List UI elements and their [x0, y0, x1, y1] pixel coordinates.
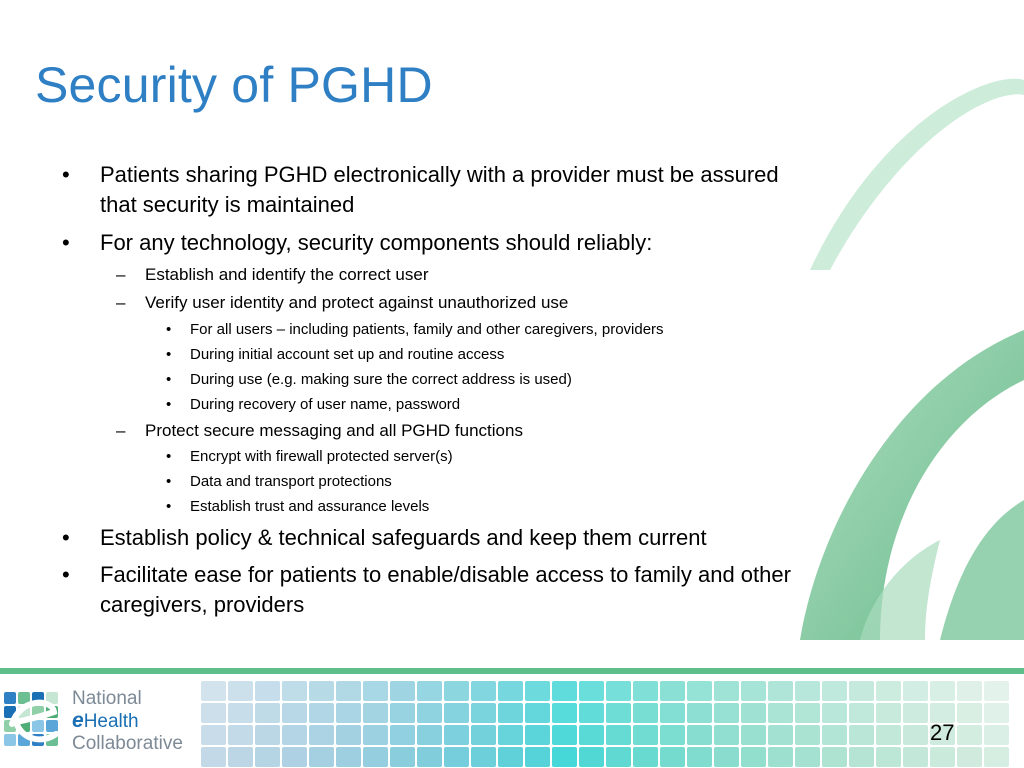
mosaic-tile — [471, 681, 496, 701]
mosaic-tile — [633, 703, 658, 723]
mosaic-tile — [228, 725, 253, 745]
mosaic-tile — [201, 681, 226, 701]
mosaic-tile — [822, 747, 847, 767]
mosaic-tile — [768, 703, 793, 723]
mosaic-tile — [498, 747, 523, 767]
mosaic-tile — [741, 747, 766, 767]
mosaic-tile — [552, 747, 577, 767]
mosaic-tile — [336, 747, 361, 767]
sub-bullet-item — [116, 292, 816, 314]
sub-sub-bullet-item — [166, 497, 816, 517]
mosaic-tile — [255, 725, 280, 745]
dash-marker: – — [116, 421, 126, 440]
slide-title: Security of PGHD — [35, 57, 433, 113]
mosaic-tile — [849, 681, 874, 701]
mosaic-tile — [633, 725, 658, 745]
mosaic-tile — [228, 703, 253, 723]
bullet-marker: • — [166, 346, 172, 363]
mosaic-tile — [201, 747, 226, 767]
sub-sub-bullet-text: During initial account set up and routine access — [190, 346, 505, 363]
mosaic-tile — [309, 725, 334, 745]
mosaic-tile — [876, 725, 901, 745]
bullet-item — [62, 160, 822, 222]
mosaic-tile — [579, 681, 604, 701]
mosaic-tile — [363, 747, 388, 767]
bullet-marker: • — [62, 162, 70, 187]
mosaic-tile — [579, 703, 604, 723]
sub-sub-bullet-item — [166, 320, 816, 340]
sub-bullet-text: Establish and identify the correct user — [145, 265, 429, 284]
mosaic-tile — [498, 725, 523, 745]
mosaic-tile — [444, 747, 469, 767]
mosaic-tile — [606, 747, 631, 767]
mosaic-tile — [579, 725, 604, 745]
mosaic-tile — [849, 703, 874, 723]
dash-marker: – — [116, 293, 126, 312]
mosaic-tile — [849, 747, 874, 767]
mosaic-tile — [579, 747, 604, 767]
mosaic-tile — [336, 725, 361, 745]
mosaic-tile — [282, 703, 307, 723]
mosaic-tile — [687, 703, 712, 723]
sub-sub-bullet-item — [166, 395, 816, 415]
mosaic-tile — [741, 681, 766, 701]
bullet-marker: • — [166, 498, 172, 515]
mosaic-tile — [417, 725, 442, 745]
mosaic-tile — [822, 725, 847, 745]
mosaic-tile — [282, 681, 307, 701]
mosaic-tile — [552, 725, 577, 745]
mosaic-tile — [795, 681, 820, 701]
mosaic-tile — [795, 703, 820, 723]
mosaic-tile — [903, 725, 928, 745]
sub-bullet-text: Protect secure messaging and all PGHD functions — [145, 421, 523, 440]
mosaic-tile — [606, 725, 631, 745]
mosaic-tile — [417, 703, 442, 723]
mosaic-tile — [606, 703, 631, 723]
bullet-marker: • — [166, 448, 172, 465]
sub-bullet-item — [116, 420, 816, 442]
mosaic-tile — [768, 725, 793, 745]
bullet-item — [62, 228, 822, 258]
mosaic-tile — [228, 747, 253, 767]
mosaic-tile — [849, 725, 874, 745]
mosaic-tile — [822, 703, 847, 723]
mosaic-tile — [876, 703, 901, 723]
logo-e-letter: e — [72, 709, 84, 732]
mosaic-tile — [606, 681, 631, 701]
mosaic-tile — [282, 725, 307, 745]
footer-divider-bar — [0, 668, 1024, 674]
mosaic-tile — [444, 725, 469, 745]
mosaic-tile — [957, 681, 982, 701]
mosaic-tile — [660, 703, 685, 723]
logo-tile — [4, 734, 16, 746]
bullet-marker: • — [62, 562, 70, 587]
mosaic-tile — [687, 681, 712, 701]
mosaic-tile — [903, 703, 928, 723]
sub-sub-bullet-text: During use (e.g. making sure the correct address is used) — [190, 371, 572, 388]
logo-tile — [4, 692, 16, 704]
mosaic-tile — [714, 703, 739, 723]
mosaic-tile — [660, 725, 685, 745]
mosaic-tile — [984, 681, 1009, 701]
mosaic-tile — [255, 747, 280, 767]
mosaic-tile — [228, 681, 253, 701]
logo-line-ehealth — [72, 710, 183, 733]
mosaic-tile — [957, 725, 982, 745]
mosaic-tile — [525, 725, 550, 745]
sub-sub-bullet-text: Data and transport protections — [190, 473, 392, 490]
mosaic-tile — [633, 681, 658, 701]
mosaic-tile — [552, 681, 577, 701]
sub-sub-bullet-text: During recovery of user name, password — [190, 396, 461, 413]
mosaic-tile — [309, 703, 334, 723]
mosaic-tile — [417, 747, 442, 767]
bullet-marker: • — [166, 371, 172, 388]
mosaic-tile — [714, 747, 739, 767]
bullet-item — [62, 523, 822, 553]
mosaic-tile — [363, 681, 388, 701]
mosaic-tile — [903, 747, 928, 767]
mosaic-tile — [552, 703, 577, 723]
bullet-text: Patients sharing PGHD electronically with a provider must be assured that security is maintained — [100, 162, 779, 217]
bullet-marker: • — [166, 396, 172, 413]
mosaic-tile — [822, 681, 847, 701]
sub-sub-bullet-item — [166, 345, 816, 365]
organization-logo-text — [72, 688, 183, 755]
sub-sub-bullet-text: Encrypt with firewall protected server(s) — [190, 448, 453, 465]
mosaic-tile — [390, 725, 415, 745]
mosaic-tile — [255, 703, 280, 723]
dash-marker: – — [116, 265, 126, 284]
mosaic-tile — [471, 703, 496, 723]
mosaic-tile — [741, 703, 766, 723]
mosaic-tile — [471, 747, 496, 767]
mosaic-tile — [957, 703, 982, 723]
mosaic-tile — [876, 681, 901, 701]
mosaic-tile — [201, 725, 226, 745]
mosaic-tile — [390, 703, 415, 723]
bullet-marker: • — [166, 321, 172, 338]
sub-sub-bullet-text: For all users – including patients, family and other caregivers, providers — [190, 321, 664, 338]
mosaic-tile — [741, 725, 766, 745]
mosaic-tile — [930, 747, 955, 767]
mosaic-tile — [417, 681, 442, 701]
mosaic-tile — [444, 703, 469, 723]
bullet-marker: • — [166, 473, 172, 490]
mosaic-tile — [525, 681, 550, 701]
sub-bullet-text: Verify user identity and protect against unauthorized use — [145, 293, 569, 312]
mosaic-tile — [336, 681, 361, 701]
mosaic-tile — [471, 725, 496, 745]
mosaic-tile — [984, 725, 1009, 745]
mosaic-tile — [309, 747, 334, 767]
sub-sub-bullet-text: Establish trust and assurance levels — [190, 498, 430, 515]
mosaic-tile — [660, 681, 685, 701]
page-number: 27 — [930, 720, 955, 745]
mosaic-tile — [957, 747, 982, 767]
sub-sub-bullet-item — [166, 472, 816, 492]
logo-tile — [32, 720, 44, 732]
mosaic-tile — [633, 747, 658, 767]
mosaic-tile — [444, 681, 469, 701]
mosaic-tile — [876, 747, 901, 767]
bullet-text: Facilitate ease for patients to enable/disable access to family and other caregivers, providers — [100, 562, 791, 617]
mosaic-tile — [930, 681, 955, 701]
mosaic-tile — [390, 681, 415, 701]
mosaic-tile — [714, 725, 739, 745]
mosaic-tile — [255, 681, 280, 701]
sub-sub-bullet-item — [166, 447, 816, 467]
bullet-item — [62, 560, 822, 622]
mosaic-tile — [984, 703, 1009, 723]
bullet-marker: • — [62, 525, 70, 550]
mosaic-tile — [903, 681, 928, 701]
mosaic-tile — [363, 725, 388, 745]
bullet-marker: • — [62, 230, 70, 255]
mosaic-tile — [660, 747, 685, 767]
ehealth-logo-icon — [2, 690, 62, 750]
bullet-text: Establish policy & technical safeguards and keep them current — [100, 525, 707, 550]
mosaic-tile — [498, 681, 523, 701]
mosaic-tile — [525, 703, 550, 723]
mosaic-tile — [687, 725, 712, 745]
mosaic-tile — [687, 747, 712, 767]
mosaic-tile — [714, 681, 739, 701]
sub-bullet-item — [116, 264, 816, 286]
footer-mosaic-pattern — [200, 680, 1024, 768]
mosaic-tile — [336, 703, 361, 723]
mosaic-tile — [282, 747, 307, 767]
mosaic-tile — [309, 681, 334, 701]
mosaic-tile — [984, 747, 1009, 767]
mosaic-tile — [795, 725, 820, 745]
mosaic-tile — [498, 703, 523, 723]
mosaic-tile — [768, 747, 793, 767]
bullet-text: For any technology, security components should reliably: — [100, 230, 653, 255]
logo-line-national: National — [72, 688, 142, 709]
mosaic-tile — [795, 747, 820, 767]
sub-sub-bullet-item — [166, 370, 816, 390]
mosaic-tile — [390, 747, 415, 767]
logo-tile — [46, 720, 58, 732]
mosaic-tile — [525, 747, 550, 767]
mosaic-tile — [201, 703, 226, 723]
mosaic-tile — [768, 681, 793, 701]
mosaic-tile — [363, 703, 388, 723]
logo-health-word: Health — [83, 711, 139, 732]
logo-line-collaborative: Collaborative — [72, 733, 183, 754]
